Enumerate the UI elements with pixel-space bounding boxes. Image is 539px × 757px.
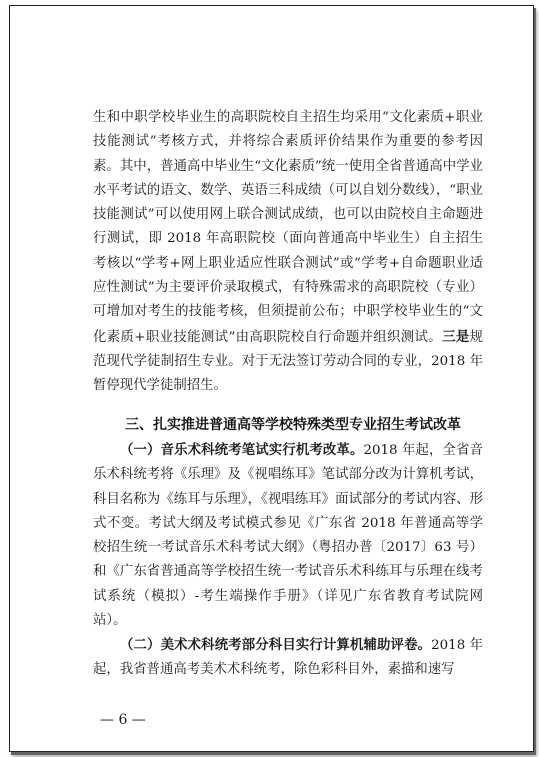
paragraph-2-body-text: 2018 年起，全省音乐术科统考将《乐理》及《视唱练耳》笔试部分改为计算机考试，科目名称为《练耳与乐理》，《视唱练耳》面试部分的考试内容、形式不变。考试大纲及考试模式参见《广东省 2018 年普通高等学校招生统一考试音乐术科考试大纲》（粤招办普〔2017〕63 号）和《广东省普通高等学校招生统一考试音乐术科练耳与乐理在线考试系统（模拟）-考生端操作手册》（详见广东省教育考试院网站）。 xyxy=(93,443,483,629)
body-paragraph-2 xyxy=(93,438,483,633)
paragraph-3-label: （二）美术术科统考部分科目实行计算机辅助评卷。 xyxy=(120,637,432,653)
paragraph-2-label: （一）音乐术科统考笔试实行机考改革。 xyxy=(120,442,364,458)
body-paragraph-3 xyxy=(93,633,483,683)
paragraph-1-label: 三是 xyxy=(442,328,470,345)
paragraph-3-body-text: 2018 年起，我省普通高考美术术科统考，除色彩科目外，素描和速写 xyxy=(93,638,484,678)
paragraph-1-tail-text: 规范现代学徒制招生专业。对于无法签订劳动合同的专业，2018 年暂停现代学徒制招生。 xyxy=(93,329,483,394)
page-number: — 6 — xyxy=(100,712,146,728)
body-paragraph-1 xyxy=(93,106,483,399)
paragraph-1-main-text: 生和中职学校毕业生的高职院校自主招生均采用“文化素质+职业技能测试”考核方式，并将综合素质评价结果作为重要的参考因素。其中，普通高中毕业生“文化素质”统一使用全省普通高中学业水平考试的语文、数学、英语三科成绩（可以自划分数线），“职业技能测试”可以使用网上联合测试成绩，也可以由院校自主命题进行测试，即 2018 年高职院校（面向普通高中毕业生）自主招生考核以“学考+网上职业适应性联合测试”或“学考+自命题职业适应性测试”为主要评价录取模式，有特殊需求的高职院校（专业）可增加对考生的技能考核，但须提前公布；中职学校毕业生的“文化素质+职业技能测试”由高职院校自行命题并组织测试。 xyxy=(93,110,483,345)
document-page xyxy=(9,5,534,752)
section-heading: 三、扎实推进普通高等学校特殊类型专业招生考试改革 xyxy=(125,417,461,433)
